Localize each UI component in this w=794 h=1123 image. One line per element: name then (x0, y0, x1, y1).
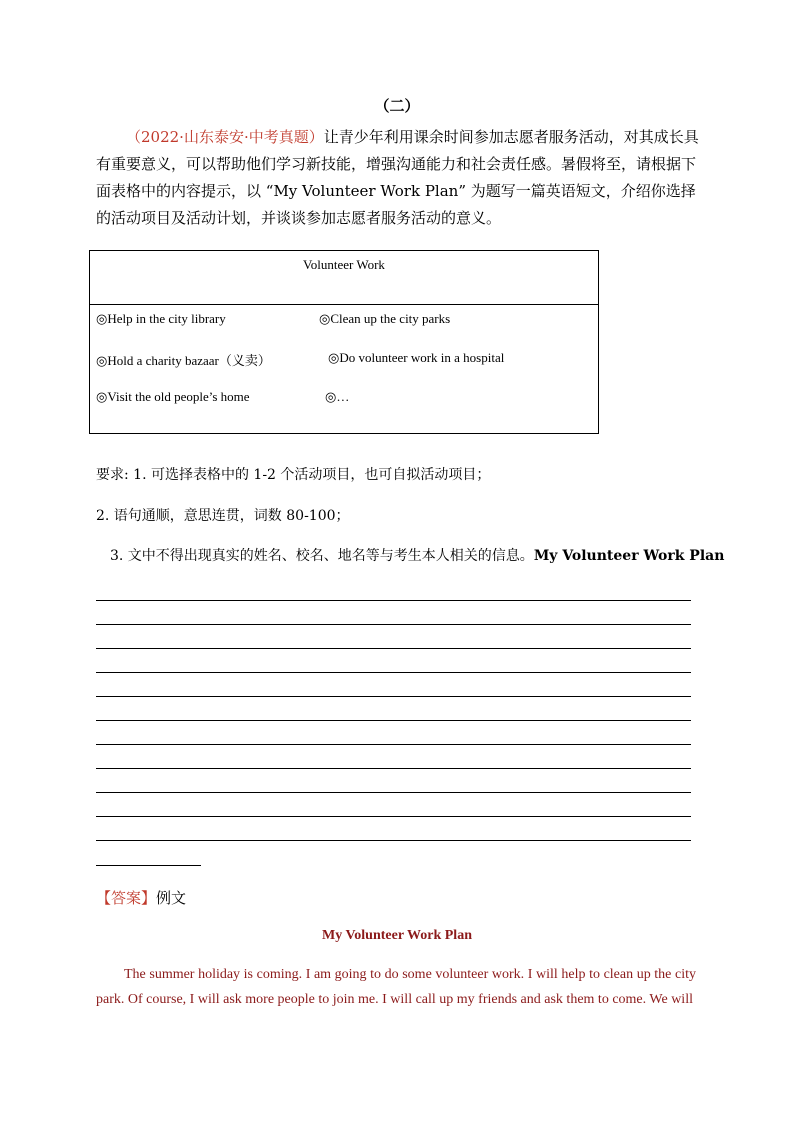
writing-line[interactable] (96, 720, 691, 721)
writing-line[interactable] (96, 840, 691, 841)
requirement-2: 2. 语句通顺，意思连贯，词数 80-100； (96, 508, 350, 524)
answer-bracket: 【答案】 (96, 889, 157, 907)
answer-body: The summer holiday is coming. I am going to do some volunteer work. I will help to clean up the city park. Of course, I will ask more people to join me. I will call up my friends and ask them to come. We will (96, 967, 696, 1007)
essay-title: My Volunteer Work Plan (533, 548, 725, 564)
writing-line[interactable] (96, 792, 691, 793)
table-header: Volunteer Work (90, 251, 599, 305)
table-item: ◎Hold a charity bazaar（义卖） (96, 353, 271, 368)
answer-suffix: 例文 (156, 889, 187, 907)
writing-line[interactable] (96, 600, 691, 601)
writing-line[interactable] (96, 672, 691, 673)
section-title: （二） (374, 97, 420, 115)
table-item: ◎Visit the old people’s home (96, 389, 250, 404)
volunteer-work-table (89, 250, 599, 434)
writing-line[interactable] (96, 768, 691, 769)
table-item: ◎… (325, 389, 350, 404)
table-item: ◎Do volunteer work in a hospital (328, 350, 505, 365)
prompt-source: （2022·山东泰安·中考真题） (126, 128, 324, 146)
writing-line[interactable] (96, 744, 691, 745)
writing-line[interactable] (96, 696, 691, 697)
prompt-text: 让青少年利用课余时间参加志愿者服务活动，对其成长具有重要意义，可以帮助他们学习新技能，增强沟通能力和社会责任感。暑假将至，请根据下面表格中的内容提示，以 “My Volunteer Work Plan” 为题写一篇英语短文，介绍你选择的活动项目及活动计划，并谈谈参加志愿者服务活动的意义。 (96, 128, 699, 227)
writing-line[interactable] (96, 816, 691, 817)
table-item: ◎Help in the city library (96, 311, 226, 326)
prompt-paragraph (96, 124, 706, 232)
writing-line-short[interactable] (96, 865, 201, 866)
table-body (90, 305, 599, 434)
requirement-3 (110, 545, 724, 565)
requirement-3-text: 3. 文中不得出现真实的姓名、校名、地名等与考生本人相关的信息。 (110, 548, 534, 564)
answer-title: My Volunteer Work Plan (321, 928, 472, 943)
answer-label (96, 887, 186, 908)
writing-line[interactable] (96, 648, 691, 649)
writing-line[interactable] (96, 624, 691, 625)
table-item: ◎Clean up the city parks (319, 311, 451, 326)
requirement-1: 要求: 1. 可选择表格中的 1-2 个活动项目，也可自拟活动项目； (96, 467, 491, 483)
